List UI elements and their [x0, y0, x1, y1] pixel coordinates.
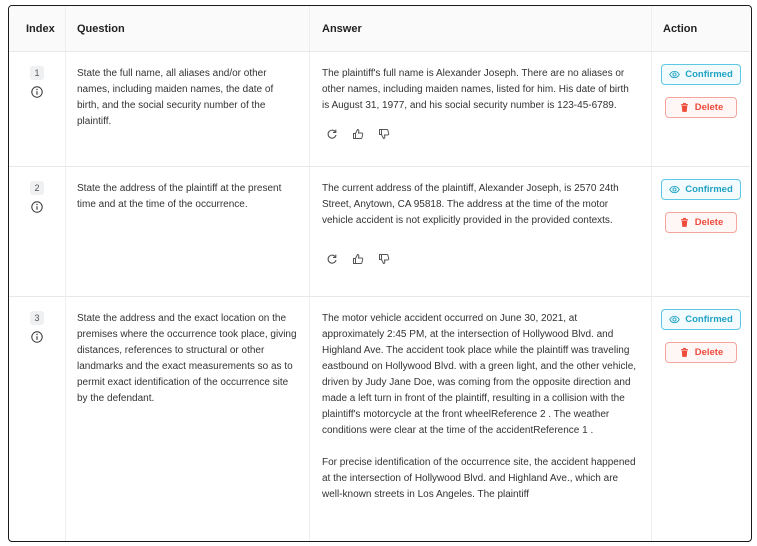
header-question: Question: [66, 6, 310, 52]
answer-paragraph: For precise identification of the occurrence site, the accident happened at the intersection of Hollywood Blvd. and Highland Ave., which are well-known streets in Los Angeles. The plaintiff: [322, 457, 636, 500]
regenerate-icon[interactable]: [324, 251, 340, 267]
row-3-index-cell: [9, 297, 66, 542]
index-badge: 3: [30, 311, 44, 325]
delete-button[interactable]: [665, 97, 737, 118]
confirmed-button[interactable]: [661, 64, 741, 85]
answer-paragraph: The current address of the plaintiff, Alexander Joseph, is 2570 24th Street, Anytown, CA 95818. The address at the time of the motor vehicle accident is not explicitly provided in the provided contexts.: [322, 183, 619, 226]
info-icon[interactable]: [31, 331, 43, 343]
row-3-question-cell: [66, 297, 310, 542]
header-answer: Answer: [310, 6, 652, 52]
delete-label: Delete: [694, 217, 724, 228]
confirmed-label: Confirmed: [685, 314, 733, 325]
delete-button[interactable]: [665, 342, 737, 363]
info-icon[interactable]: [31, 201, 43, 213]
delete-button[interactable]: [665, 212, 737, 233]
eye-icon: [669, 314, 680, 325]
thumbs-down-icon[interactable]: [376, 126, 392, 142]
confirmed-button[interactable]: [661, 309, 741, 330]
row-1-index-cell: [9, 52, 66, 167]
answer-text: [322, 311, 637, 503]
confirmed-button[interactable]: [661, 179, 741, 200]
row-1-answer-cell: [310, 52, 652, 167]
answer-text: [322, 66, 637, 114]
row-3-answer-cell: [310, 297, 652, 542]
trash-icon: [679, 217, 690, 228]
delete-label: Delete: [694, 102, 724, 113]
row-2-index-cell: [9, 167, 66, 297]
answer-paragraph: The plaintiff's full name is Alexander Joseph. There are no aliases or other names, including maiden names, listed for him. His date of birth is August 31, 1977, and his social security number is 123-45-6789.: [322, 68, 629, 111]
qa-table: [9, 6, 750, 542]
confirmed-label: Confirmed: [685, 184, 733, 195]
delete-label: Delete: [694, 347, 724, 358]
header-index: Index: [9, 6, 66, 52]
row-1-action-cell: [652, 52, 750, 167]
row-2-answer-cell: [310, 167, 652, 297]
question-text: State the full name, all aliases and/or other names, including maiden names, the date of birth, and the social security number of the plaintiff.: [77, 68, 274, 127]
header-action: Action: [652, 6, 750, 52]
thumbs-down-icon[interactable]: [376, 251, 392, 267]
info-icon[interactable]: [31, 86, 43, 98]
eye-icon: [669, 69, 680, 80]
question-text: State the address and the exact location on the premises where the occurrence took place, giving distances, references to structural or other landmarks and the exact measurements so as to permit exact identification of the occurrence site by the defendant.: [77, 313, 297, 404]
index-badge: 1: [30, 66, 44, 80]
trash-icon: [679, 347, 690, 358]
feedback-bar: [324, 251, 637, 267]
row-1-question-cell: [66, 52, 310, 167]
trash-icon: [679, 102, 690, 113]
row-2-action-cell: [652, 167, 750, 297]
confirmed-label: Confirmed: [685, 69, 733, 80]
answer-paragraph: The motor vehicle accident occurred on June 30, 2021, at approximately 2:45 PM, at the intersection of Hollywood Blvd. and Highland Ave. The accident took place while the plaintiff was traveling eastbound on Hollywood Blvd. with a green light, and the other vehicle, driven by Judy Jane Doe, was coming from the opposite direction and made a left turn in front of the plaintiff, resulting in a collision with the plaintiff's motorcycle at the front wheelReference 2 . The weather conditions were clear at the time of the accidentReference 1 .: [322, 313, 637, 436]
thumbs-up-icon[interactable]: [350, 251, 366, 267]
question-text: State the address of the plaintiff at the present time and at the time of the occurrence.: [77, 183, 282, 210]
qa-table-frame: [8, 5, 752, 542]
answer-text: [322, 181, 637, 229]
feedback-bar: [324, 126, 637, 142]
row-2-question-cell: [66, 167, 310, 297]
eye-icon: [669, 184, 680, 195]
row-3-action-cell: [652, 297, 750, 542]
regenerate-icon[interactable]: [324, 126, 340, 142]
index-badge: 2: [30, 181, 44, 195]
thumbs-up-icon[interactable]: [350, 126, 366, 142]
